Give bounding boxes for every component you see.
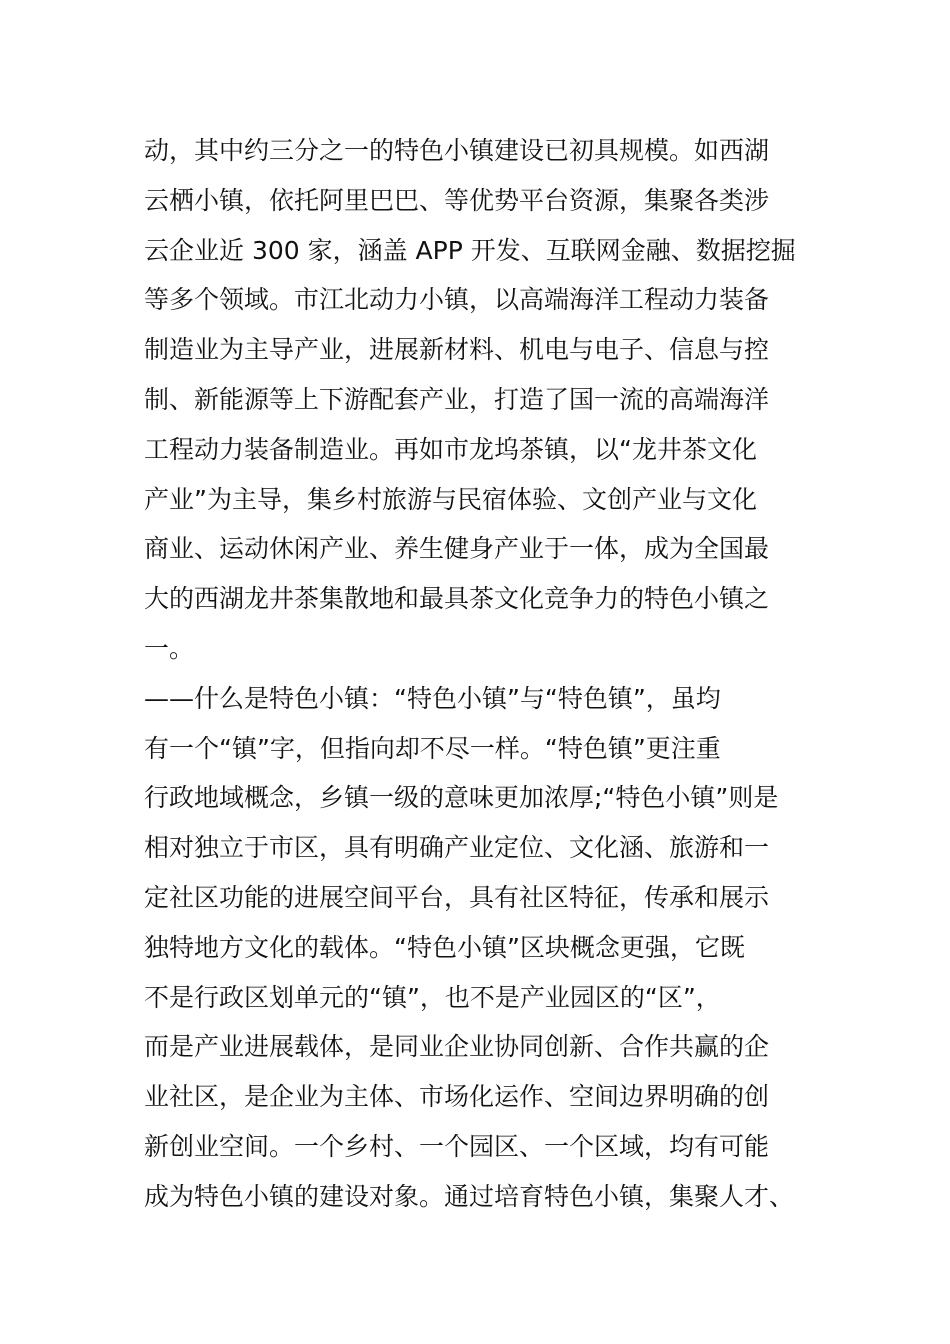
text-line: 独特地方文化的载体。“特色小镇”区块概念更强，它既 <box>144 932 745 962</box>
text-line: 商业、运动休闲产业、养生健身产业于一体，成为全国最 <box>144 534 770 564</box>
text-line: ——什么是特色小镇：“特色小镇”与“特色镇”，虽均 <box>144 683 721 713</box>
text-line: 等多个领域。市江北动力小镇，以高端海洋工程动力装备 <box>144 285 770 315</box>
text-line: 成为特色小镇的建设对象。通过培育特色小镇，集聚人才、 <box>144 1181 795 1211</box>
body-text <box>144 126 824 1222</box>
text-line: 业社区，是企业为主体、市场化运作、空间边界明确的创 <box>144 1082 770 1112</box>
text-line: 制造业为主导产业，进展新材料、机电与电子、信息与控 <box>144 335 770 365</box>
text-line: 不是行政区划单元的“镇”，也不是产业园区的“区”， <box>144 982 721 1012</box>
text-line: 定社区功能的进展空间平台，具有社区特征，传承和展示 <box>144 882 770 912</box>
text-line: 大的西湖龙井茶集散地和最具茶文化竞争力的特色小镇之 <box>144 584 770 614</box>
text-line: 云企业近 300 家，涵盖 APP 开发、互联网金融、数据挖掘 <box>144 235 796 265</box>
text-line: 制、新能源等上下游配套产业，打造了国一流的高端海洋 <box>144 384 770 414</box>
text-line: 产业”为主导，集乡村旅游与民宿体验、文创产业与文化 <box>144 484 757 514</box>
text-line: 有一个“镇”字，但指向却不尽一样。“特色镇”更注重 <box>144 733 721 763</box>
text-line: 而是产业进展载体，是同业企业协同创新、合作共赢的企 <box>144 1032 770 1062</box>
text-line: 工程动力装备制造业。再如市龙坞茶镇，以“龙井茶文化 <box>144 434 757 464</box>
text-line: 云栖小镇，依托阿里巴巴、等优势平台资源，集聚各类涉 <box>144 185 770 215</box>
text-line: 相对独立于市区，具有明确产业定位、文化涵、旅游和一 <box>144 833 770 863</box>
text-line: 行政地域概念，乡镇一级的意味更加浓厚;“特色小镇”则是 <box>144 783 779 813</box>
text-line: 动，其中约三分之一的特色小镇建设已初具规模。如西湖 <box>144 136 770 165</box>
text-line: 一。 <box>144 633 195 663</box>
text-line: 新创业空间。一个乡村、一个园区、一个区域，均有可能 <box>144 1131 770 1161</box>
